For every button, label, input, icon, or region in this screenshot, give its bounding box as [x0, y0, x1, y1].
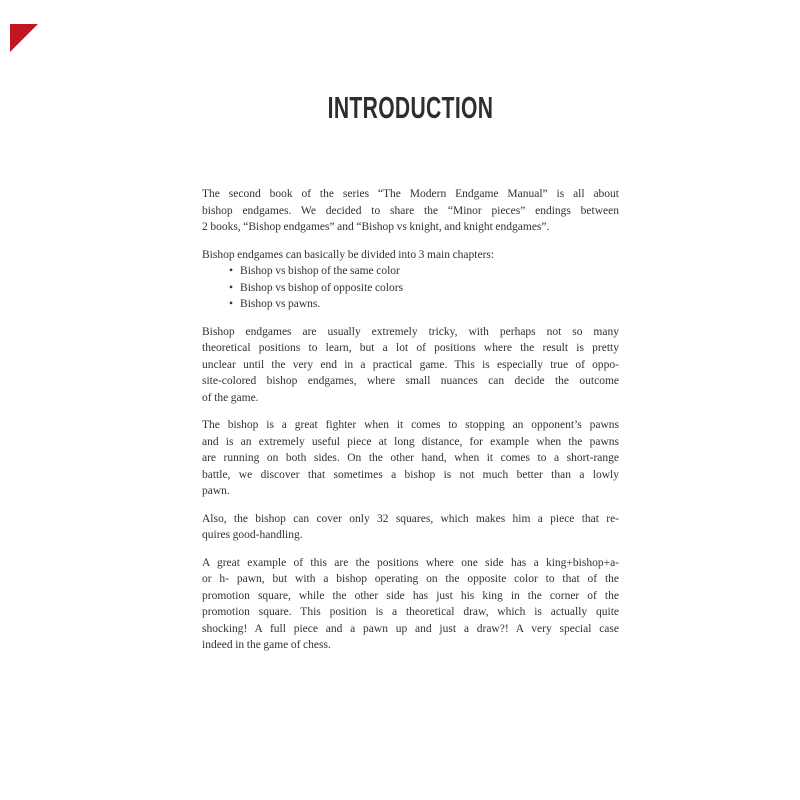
text-line: battle, we discover that sometimes a bishop is not much better than a lowly: [202, 468, 619, 481]
paragraph: [202, 186, 619, 236]
text-line: promotion square. This position is a theoretical draw, which is actually quite: [202, 606, 619, 618]
page-content: [202, 186, 619, 665]
bullet-text: Bishop vs pawns.: [240, 298, 321, 310]
page-title: INTRODUCTION: [327, 90, 494, 125]
bullet-item: [202, 296, 619, 313]
text-line: or h- pawn, but with a bishop operating on the opposite color to that of the: [202, 573, 619, 585]
bullet-icon: •: [229, 265, 234, 277]
paragraph: [202, 511, 619, 544]
paragraph: [202, 417, 619, 500]
text-line: The second book of the series “The Modern Endgame Manual” is all about: [202, 188, 619, 200]
bullet-item: [202, 263, 619, 280]
text-line: quires good-handling.: [202, 529, 303, 541]
text-line: pawn.: [202, 485, 230, 497]
text-line: indeed in the game of chess.: [202, 639, 331, 651]
corner-ribbon-icon: [10, 24, 38, 52]
paragraph: [202, 247, 619, 313]
text-line: Bishop endgames are usually extremely tricky, with perhaps not so many: [202, 325, 619, 338]
text-line: promotion square, while the other side has just his king in the corner of the: [202, 589, 619, 602]
bullet-icon: •: [229, 281, 234, 294]
bullet-item: [202, 280, 619, 297]
text-line: site-colored bishop endgames, where small nuances can decide the outcome: [202, 375, 619, 387]
text-line: Also, the bishop can cover only 32 squares, which makes him a piece that re-: [202, 512, 619, 525]
text-line: unclear until the very end in a practical game. This is especially true of oppo-: [202, 358, 619, 371]
text-line: bishop endgames. We decided to share the “Minor pieces” endings between: [202, 204, 619, 217]
paragraph: [202, 555, 619, 654]
text-line: 2 books, “Bishop endgames” and “Bishop vs knight, and knight endgames”.: [202, 221, 550, 233]
text-line: and is an extremely useful piece at long distance, for example when the pawns: [202, 435, 619, 448]
text-line: of the game.: [202, 391, 259, 404]
bullet-icon: •: [229, 298, 234, 310]
text-line: A great example of this are the positions where one side has a king+bishop+a-: [202, 556, 619, 569]
bullet-text: Bishop vs bishop of the same color: [240, 265, 400, 277]
text-line: Bishop endgames can basically be divided into 3 main chapters:: [202, 248, 495, 261]
paragraph: [202, 324, 619, 407]
bullet-text: Bishop vs bishop of opposite colors: [240, 281, 404, 294]
text-line: are running on both sides. On the other hand, when it comes to a short-range: [202, 452, 619, 464]
text-line: shocking! A full piece and a pawn up and just a draw?! A very special case: [202, 622, 619, 635]
text-line: theoretical positions to learn, but a lot of positions where the result is pretty: [202, 342, 619, 354]
text-line: The bishop is a great fighter when it comes to stopping an opponent’s pawns: [202, 419, 619, 431]
